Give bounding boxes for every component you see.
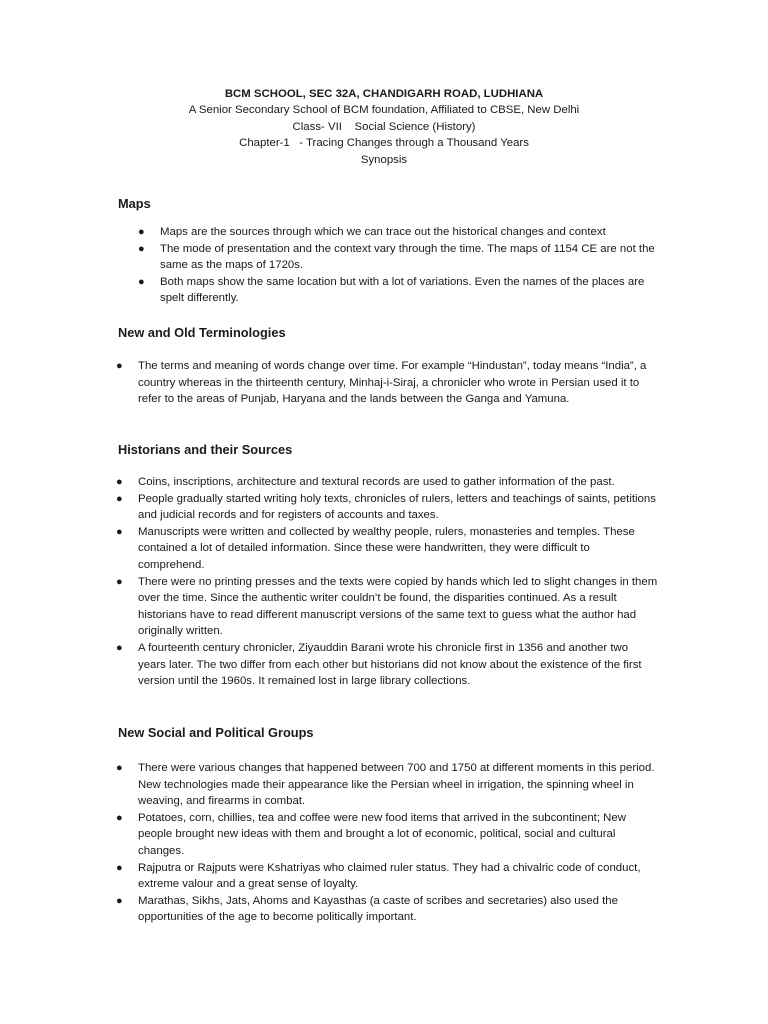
bullet-icon: ●	[116, 492, 123, 505]
bullet-icon: ●	[116, 894, 123, 907]
list-item: ● Rajputra or Rajputs were Kshatriyas who claimed ruler status. They had a chivalric code of conduct, extreme valour and a great sense of loyalty.	[116, 861, 641, 891]
list-item: ● People gradually started writing holy texts, chronicles of rulers, letters and teachings of saints, petitions and judicial records and for registers of accounts and taxes.	[116, 492, 656, 522]
list-item: ● Maps are the sources through which we can trace out the historical changes and context	[160, 224, 660, 241]
list-item: ● A fourteenth century chronicler, Ziyauddin Barani wrote his chronicle first in 1356 and another two years later. The two differ from each other but historians did not know about the existence of the first version until the 1960s. It remained lost in large library collections.	[116, 641, 642, 688]
document-type: Synopsis	[360, 153, 408, 166]
bullet-icon: ●	[116, 525, 123, 538]
school-name: BCM SCHOOL, SEC 32A, CHANDIGARH ROAD, LUDHIANA	[224, 88, 544, 100]
bullet-icon: ●	[116, 762, 123, 774]
class-subject: Class- VII Social Science (History)	[292, 120, 476, 133]
list-item: ● Marathas, Sikhs, Jats, Ahoms and Kayasthas (a caste of scribes and secretaries) also used the opportunities of the age to become politically important.	[116, 894, 618, 924]
bullet-icon: ●	[138, 275, 145, 288]
section-title-historians: Historians and their Sources	[118, 442, 293, 457]
bullet-icon: ●	[116, 360, 123, 372]
list-item: ● Manuscripts were written and collected by wealthy people, rulers, monasteries and temples. These contained a lot of detailed information. Since these were handwritten, they were difficult to comprehend.	[116, 525, 635, 571]
school-affiliation: A Senior Secondary School of BCM foundation, Affiliated to CBSE, New Delhi	[188, 104, 580, 117]
list-item: ● Coins, inscriptions, architecture and textural records are used to gather information of the past.	[138, 474, 658, 491]
maps-list	[138, 224, 660, 307]
list-item: ● There were various changes that happened between 700 and 1750 at different moments in this period. New technologies made their appearance like the Persian wheel in irrigation, the spinning wheel in weaving, and firearms in combat.	[116, 762, 655, 808]
bullet-icon: ●	[116, 575, 123, 588]
groups-list	[116, 760, 658, 926]
historians-list	[116, 474, 658, 690]
bullet-icon: ●	[116, 861, 123, 874]
list-item: ● Both maps show the same location but with a lot of variations. Even the names of the places are spelt differently.	[138, 275, 645, 305]
list-item: ● There were no printing presses and the texts were copied by hands which led to slight changes in them over the time. Since the authentic writer couldn’t be found, the disparities continued. As a result historians have to read different manuscript versions of the same text to guess what the author had originally written.	[116, 575, 658, 638]
list-item: ● The terms and meaning of words change over time. For example “Hindustan”, today means “India”, a country whereas in the thirteenth century, Minhaj-i-Siraj, a chronicler who wrote in Persian used it to refer to the areas of Punjab, Haryana and the lands between the Ganga and Yamuna.	[116, 360, 647, 406]
terminologies-list	[116, 358, 658, 408]
chapter-title: Chapter-1 - Tracing Changes through a Thousand Years	[239, 137, 529, 150]
bullet-icon: ●	[116, 811, 123, 824]
list-item: ● The mode of presentation and the context vary through the time. The maps of 1154 CE are not the same as the maps of 1720s.	[138, 242, 655, 272]
bullet-icon: ●	[138, 242, 145, 255]
bullet-icon: ●	[116, 476, 123, 488]
section-title-groups: New Social and Political Groups	[118, 725, 314, 740]
bullet-icon: ●	[138, 226, 145, 238]
bullet-icon: ●	[116, 641, 123, 654]
section-title-terminologies: New and Old Terminologies	[118, 325, 286, 340]
document-header	[0, 86, 768, 168]
section-title-maps: Maps	[118, 196, 151, 211]
list-item: ● Potatoes, corn, chillies, tea and coffee were new food items that arrived in the subcontinent; New people brought new ideas with them and brought a lot of economic, political, social and cultural changes.	[116, 811, 626, 857]
